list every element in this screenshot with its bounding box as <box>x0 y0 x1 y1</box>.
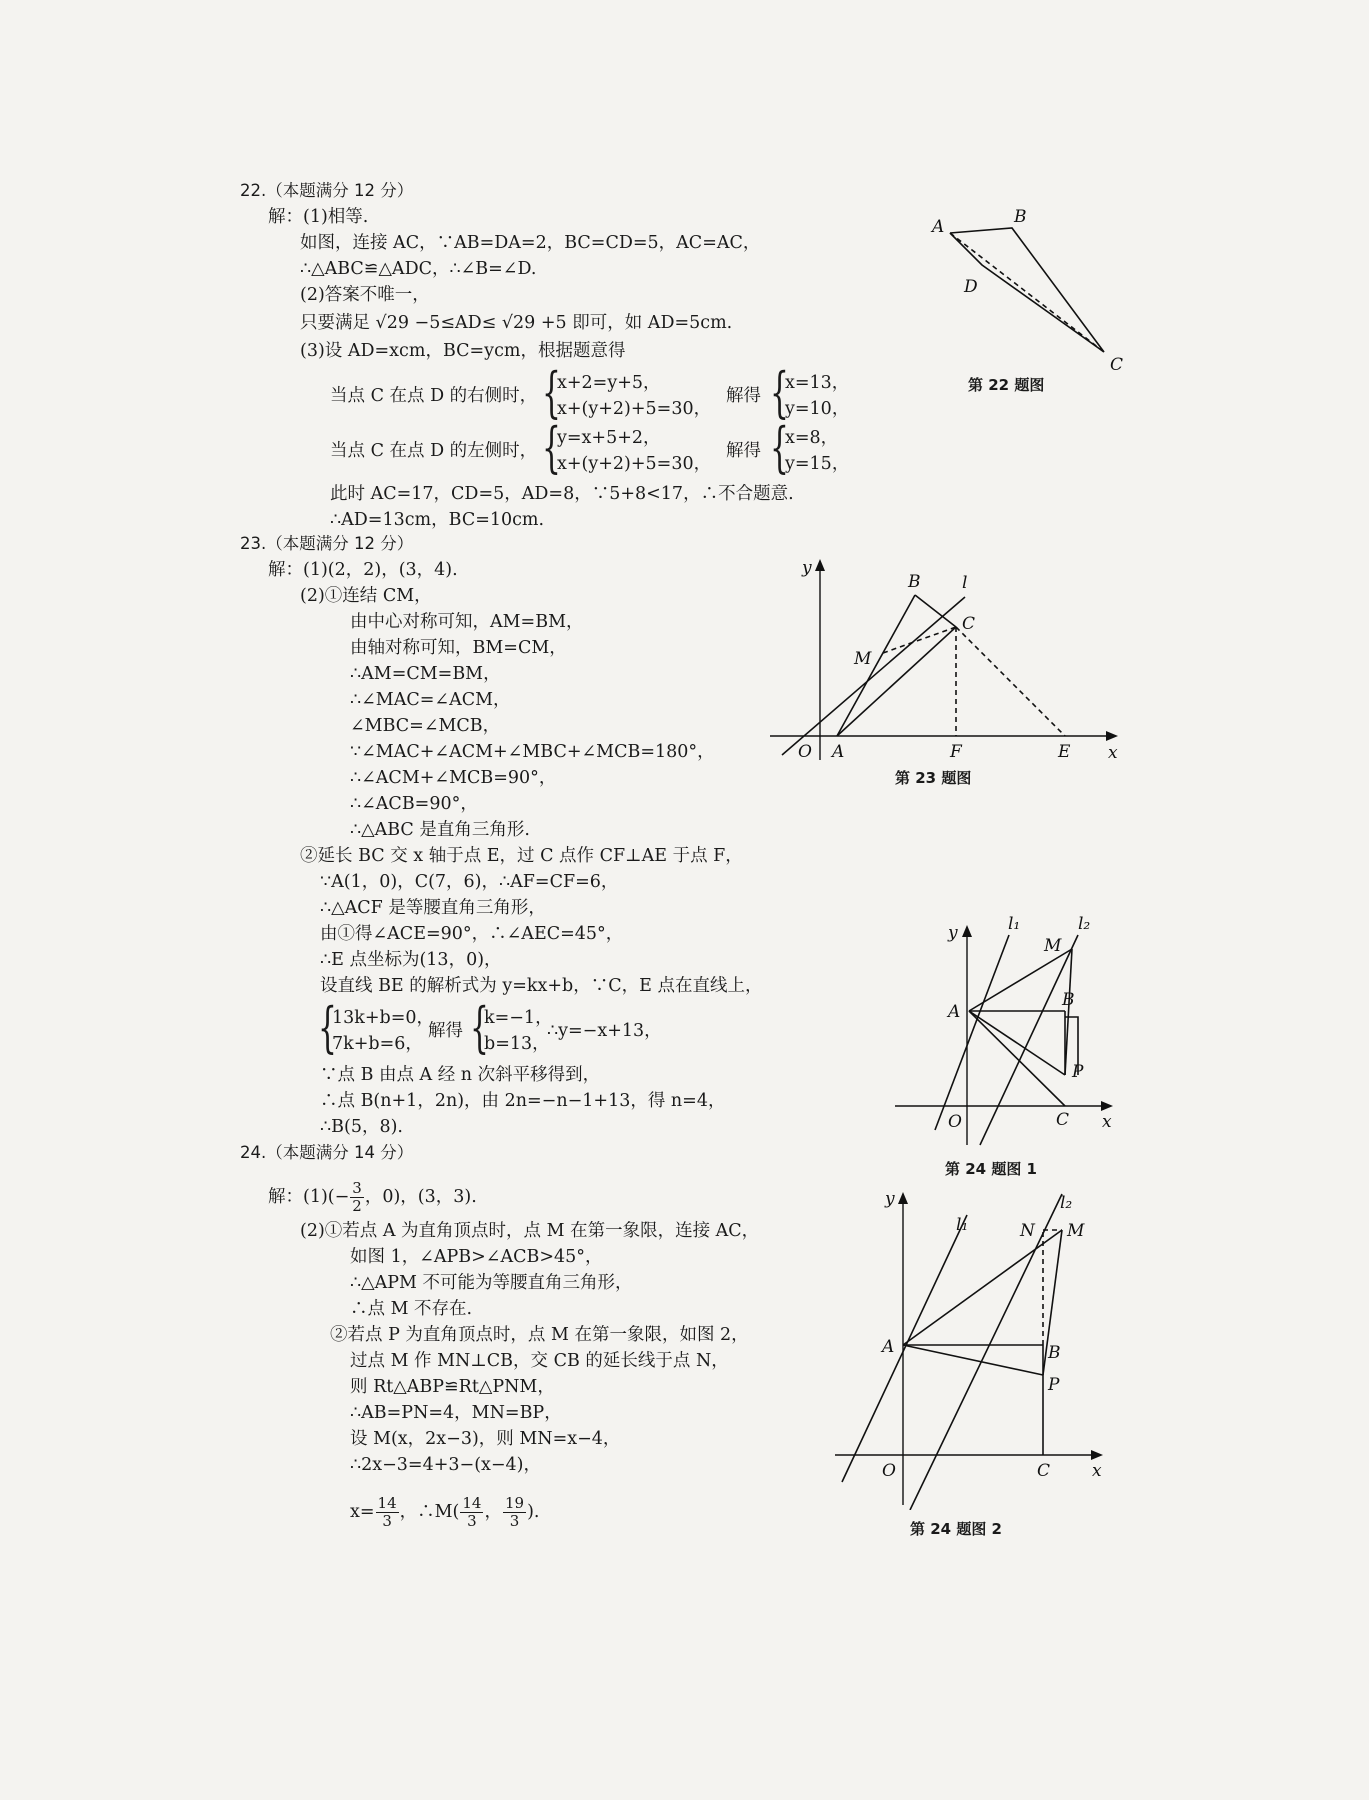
q23-sol-brace: { <box>470 996 489 1059</box>
q23-segment-ac <box>837 627 956 736</box>
q24f2-label-m: M <box>1067 1221 1085 1241</box>
q24f1-label-p: P <box>1072 1062 1084 1082</box>
q22-case2-eq1: y=x+5+2， <box>557 428 661 448</box>
q22-caption: 第 22 题图 <box>968 376 1045 394</box>
q24-final-end: ). <box>527 1502 540 1522</box>
q24-caption-1: 第 24 题图 1 <box>945 1160 1037 1178</box>
q22-case2-eq2: x+(y+2)+5=30， <box>557 454 712 474</box>
q22-case1-eq2: x+(y+2)+5=30， <box>557 399 712 419</box>
q24-ans1-fraction <box>350 1180 364 1215</box>
q24-final-mx-numerator: 14 <box>462 1494 482 1512</box>
q22-case1-sol-brace: { <box>770 361 789 424</box>
q23-label-l: l <box>962 573 968 593</box>
q22-label-b: B <box>1014 207 1027 227</box>
q24-ans1-numerator: 3 <box>352 1179 362 1197</box>
q24-line-5: ②若点 P 为直角顶点时，点 M 在第一象限，如图 2， <box>330 1325 749 1345</box>
q24f2-label-y: y <box>885 1189 895 1209</box>
q24-line-2: 如图 1，∠APB>∠ACB>45°， <box>350 1247 603 1267</box>
q24-ans1-prefix: 解：(1)(− <box>268 1187 350 1207</box>
q24f1-label-b: B <box>1062 990 1075 1010</box>
q22-line-5: 只要满足 √29 −5≤AD≤ √29 +5 即可，如 AD=5cm. <box>300 313 733 333</box>
q24f2-label-c: C <box>1037 1461 1051 1481</box>
q24-line-1: (2)①若点 A 为直角顶点时，点 M 在第一象限，连接 AC， <box>300 1221 760 1241</box>
q24-final-my-denominator: 3 <box>509 1512 520 1530</box>
q22-line-6: (3)设 AD=xcm，BC=ycm，根据题意得 <box>300 341 626 361</box>
q23-line-10: ∴∠ACB=90°， <box>350 794 478 814</box>
q24-line-10: ∴2x−3=4+3−(x−4)， <box>350 1455 542 1475</box>
q23-line-5: ∴AM=CM=BM， <box>350 664 501 684</box>
q22-figure <box>900 200 1140 400</box>
q23-sys-sol2: b=13， <box>484 1034 550 1054</box>
q24-final-denominator: 3 <box>382 1512 392 1530</box>
q23-sys-eq2: 7k+b=6， <box>332 1034 423 1054</box>
q24f2-x-axis-arrow <box>1091 1450 1103 1460</box>
q24f1-label-x: x <box>1102 1112 1112 1132</box>
q23-y-axis-arrow <box>815 559 825 571</box>
q23-tail-1: ∵点 B 由点 A 经 n 次斜平移得到， <box>320 1065 601 1085</box>
q22-label-c: C <box>1110 355 1124 375</box>
q22-case1-sol2: y=10， <box>785 399 850 419</box>
q23-line-11: ∴△ABC 是直角三角形. <box>350 820 530 840</box>
q23-line-13: ∵A(1，0)，C(7，6)，∴AF=CF=6， <box>320 872 619 892</box>
q22-case1-sol1: x=13， <box>785 373 850 393</box>
q24f2-label-p: P <box>1048 1375 1060 1395</box>
q23-label-e: E <box>1058 742 1071 762</box>
q22-case2-sol1: x=8， <box>785 428 839 448</box>
q24f2-label-o: O <box>882 1461 896 1481</box>
q23-label-y: y <box>802 558 812 578</box>
q22-line-4: (2)答案不唯一， <box>300 285 430 305</box>
q23-line-3: 由中心对称可知，AM=BM， <box>350 612 584 632</box>
q24-line-6: 过点 M 作 MN⊥CB，交 CB 的延长线于点 N， <box>350 1351 729 1371</box>
q23-label-m: M <box>854 649 872 669</box>
q23-label-o: O <box>798 742 812 762</box>
q24f2-y-axis-arrow <box>898 1192 908 1204</box>
q23-label-b: B <box>908 572 921 592</box>
q22-case1-brace: { <box>542 361 561 424</box>
q23-x-axis-arrow <box>1106 731 1118 741</box>
q24f1-label-o: O <box>948 1112 962 1132</box>
q22-case2-solve: 解得 <box>726 441 761 461</box>
q23-line-8: ∵∠MAC+∠ACM+∠MBC+∠MCB=180°， <box>350 742 715 762</box>
q24f1-label-l2: l₂ <box>1078 914 1091 934</box>
q23-system-brace: { <box>318 996 337 1059</box>
q22-case2-brace: { <box>542 416 561 479</box>
q24-line-4: ∴点 M 不存在. <box>350 1299 473 1319</box>
q24-final-comma: ， <box>484 1502 502 1522</box>
q24-final-mx-denominator: 3 <box>467 1512 477 1530</box>
q24f1-y-axis-arrow <box>962 925 972 937</box>
q23-figure <box>770 555 1125 765</box>
q22-line-3: ∴△ABC≌△ADC，∴∠B=∠D. <box>300 259 537 279</box>
q24f2-label-n: N <box>1020 1221 1035 1241</box>
q24f1-label-a: A <box>948 1002 961 1022</box>
q23-line-15: 由①得∠ACE=90°，∴∠AEC=45°， <box>320 924 624 944</box>
q24-final-mid: ，∴M( <box>399 1502 460 1522</box>
q23-tail-3: ∴B(5，8). <box>320 1117 403 1137</box>
q22-label-d: D <box>964 277 978 297</box>
q22-case2-lead: 当点 C 在点 D 的左侧时， <box>330 441 538 461</box>
q23-segment-ce <box>956 627 1065 736</box>
q22-tail-1: 此时 AC=17，CD=5，AD=8，∵5+8<17，∴不合题意. <box>330 484 794 504</box>
q23-segment-cm <box>883 627 956 653</box>
q23-line-6: ∴∠MAC=∠ACM， <box>350 690 511 710</box>
q23-label-a: A <box>832 742 845 762</box>
q24f2-segment-am <box>903 1230 1062 1345</box>
q23-segment-ab <box>837 595 915 736</box>
q22-line-1: 解：(1)相等. <box>268 207 369 227</box>
q23-caption: 第 23 题图 <box>895 769 972 787</box>
q24-caption-2: 第 24 题图 2 <box>910 1520 1002 1538</box>
q24f2-line-l1 <box>842 1215 967 1482</box>
q22-title: 22.（本题满分 12 分） <box>240 181 414 200</box>
q22-tail-2: ∴AD=13cm，BC=10cm. <box>330 510 545 530</box>
q22-case1-solve: 解得 <box>726 386 761 406</box>
q24-figure-1 <box>880 905 1120 1150</box>
q23-label-c: C <box>962 614 976 634</box>
q23-sys-sol1: k=−1， <box>484 1008 553 1028</box>
q23-line-4: 由轴对称可知，BM=CM， <box>350 638 567 658</box>
q23-tail-2: ∴点 B(n+1，2n)，由 2n=−n−1+13，得 n=4， <box>320 1091 726 1111</box>
q24-final-fraction-mx <box>460 1495 483 1530</box>
q24-final-my-numerator: 19 <box>504 1494 525 1512</box>
q24-final-line <box>350 1495 539 1530</box>
q23-line-7: ∠MBC=∠MCB， <box>350 716 501 736</box>
q24f2-label-l1: l₁ <box>956 1215 969 1235</box>
q22-case1-eq1: x+2=y+5， <box>557 373 661 393</box>
q24-answer-1 <box>268 1180 477 1215</box>
q24f1-segment-mp <box>1065 949 1072 1075</box>
q24f1-label-l1: l₁ <box>1008 914 1021 934</box>
q23-title: 23.（本题满分 12 分） <box>240 534 414 553</box>
q24-final-numerator: 14 <box>377 1494 397 1512</box>
q24f1-x-axis-arrow <box>1101 1101 1113 1111</box>
q24-ans1-suffix: ，0)，(3，3). <box>364 1187 477 1207</box>
q24f2-label-l2: l₂ <box>1060 1193 1073 1213</box>
q24-ans1-denominator: 2 <box>352 1197 362 1215</box>
q24-final-fraction-my <box>503 1495 526 1530</box>
q22-case2-sol2: y=15， <box>785 454 850 474</box>
q23-line-16: ∴E 点坐标为(13，0)， <box>320 950 502 970</box>
q23-sys-eq1: 13k+b=0， <box>332 1008 435 1028</box>
q22-case2-sol-brace: { <box>770 416 789 479</box>
q23-line-14: ∴△ACF 是等腰直角三角形， <box>320 898 546 918</box>
q24-line-7: 则 Rt△ABP≌Rt△PNM， <box>350 1377 555 1397</box>
q24f1-label-y: y <box>948 923 958 943</box>
q24f2-label-x: x <box>1092 1461 1102 1481</box>
q23-sys-solve: 解得 <box>428 1021 463 1041</box>
q24-line-8: ∴AB=PN=4，MN=BP， <box>350 1403 562 1423</box>
q24-line-9: 设 M(x，2x−3)，则 MN=x−4， <box>350 1429 621 1449</box>
q24-figure-2 <box>830 1180 1120 1510</box>
q23-line-l <box>782 597 965 755</box>
q24f2-label-b: B <box>1048 1343 1061 1363</box>
q24f2-label-a: A <box>882 1337 895 1357</box>
q23-line-12: ②延长 BC 交 x 轴于点 E，过 C 点作 CF⊥AE 于点 F， <box>300 846 743 866</box>
q22-case1-lead: 当点 C 在点 D 的右侧时， <box>330 386 538 406</box>
q24f1-label-m: M <box>1044 936 1062 956</box>
q24f1-line-l1 <box>935 935 1009 1130</box>
q24f1-label-c: C <box>1056 1110 1070 1130</box>
q23-line-2: (2)①连结 CM， <box>300 586 432 606</box>
q22-line-2: 如图，连接 AC，∵AB=DA=2，BC=CD=5，AC=AC， <box>300 233 761 253</box>
q24-final-x: x= <box>350 1502 375 1522</box>
q23-sys-result: ∴y=−x+13， <box>547 1021 662 1041</box>
q24-final-fraction <box>376 1495 399 1530</box>
q24f2-segment-ap <box>903 1345 1043 1375</box>
q22-label-a: A <box>932 217 945 237</box>
q24-title: 24.（本题满分 14 分） <box>240 1143 414 1162</box>
q23-label-x: x <box>1108 743 1118 763</box>
q23-line-17: 设直线 BE 的解析式为 y=kx+b，∵C，E 点在直线上， <box>320 976 763 996</box>
q24f1-segment-ac <box>969 1011 1065 1106</box>
q23-label-f: F <box>950 742 962 762</box>
q23-line-1: 解：(1)(2，2)，(3，4). <box>268 560 458 580</box>
q23-line-9: ∴∠ACM+∠MCB=90°， <box>350 768 557 788</box>
q24-line-3: ∴△APM 不可能为等腰直角三角形， <box>350 1273 633 1293</box>
